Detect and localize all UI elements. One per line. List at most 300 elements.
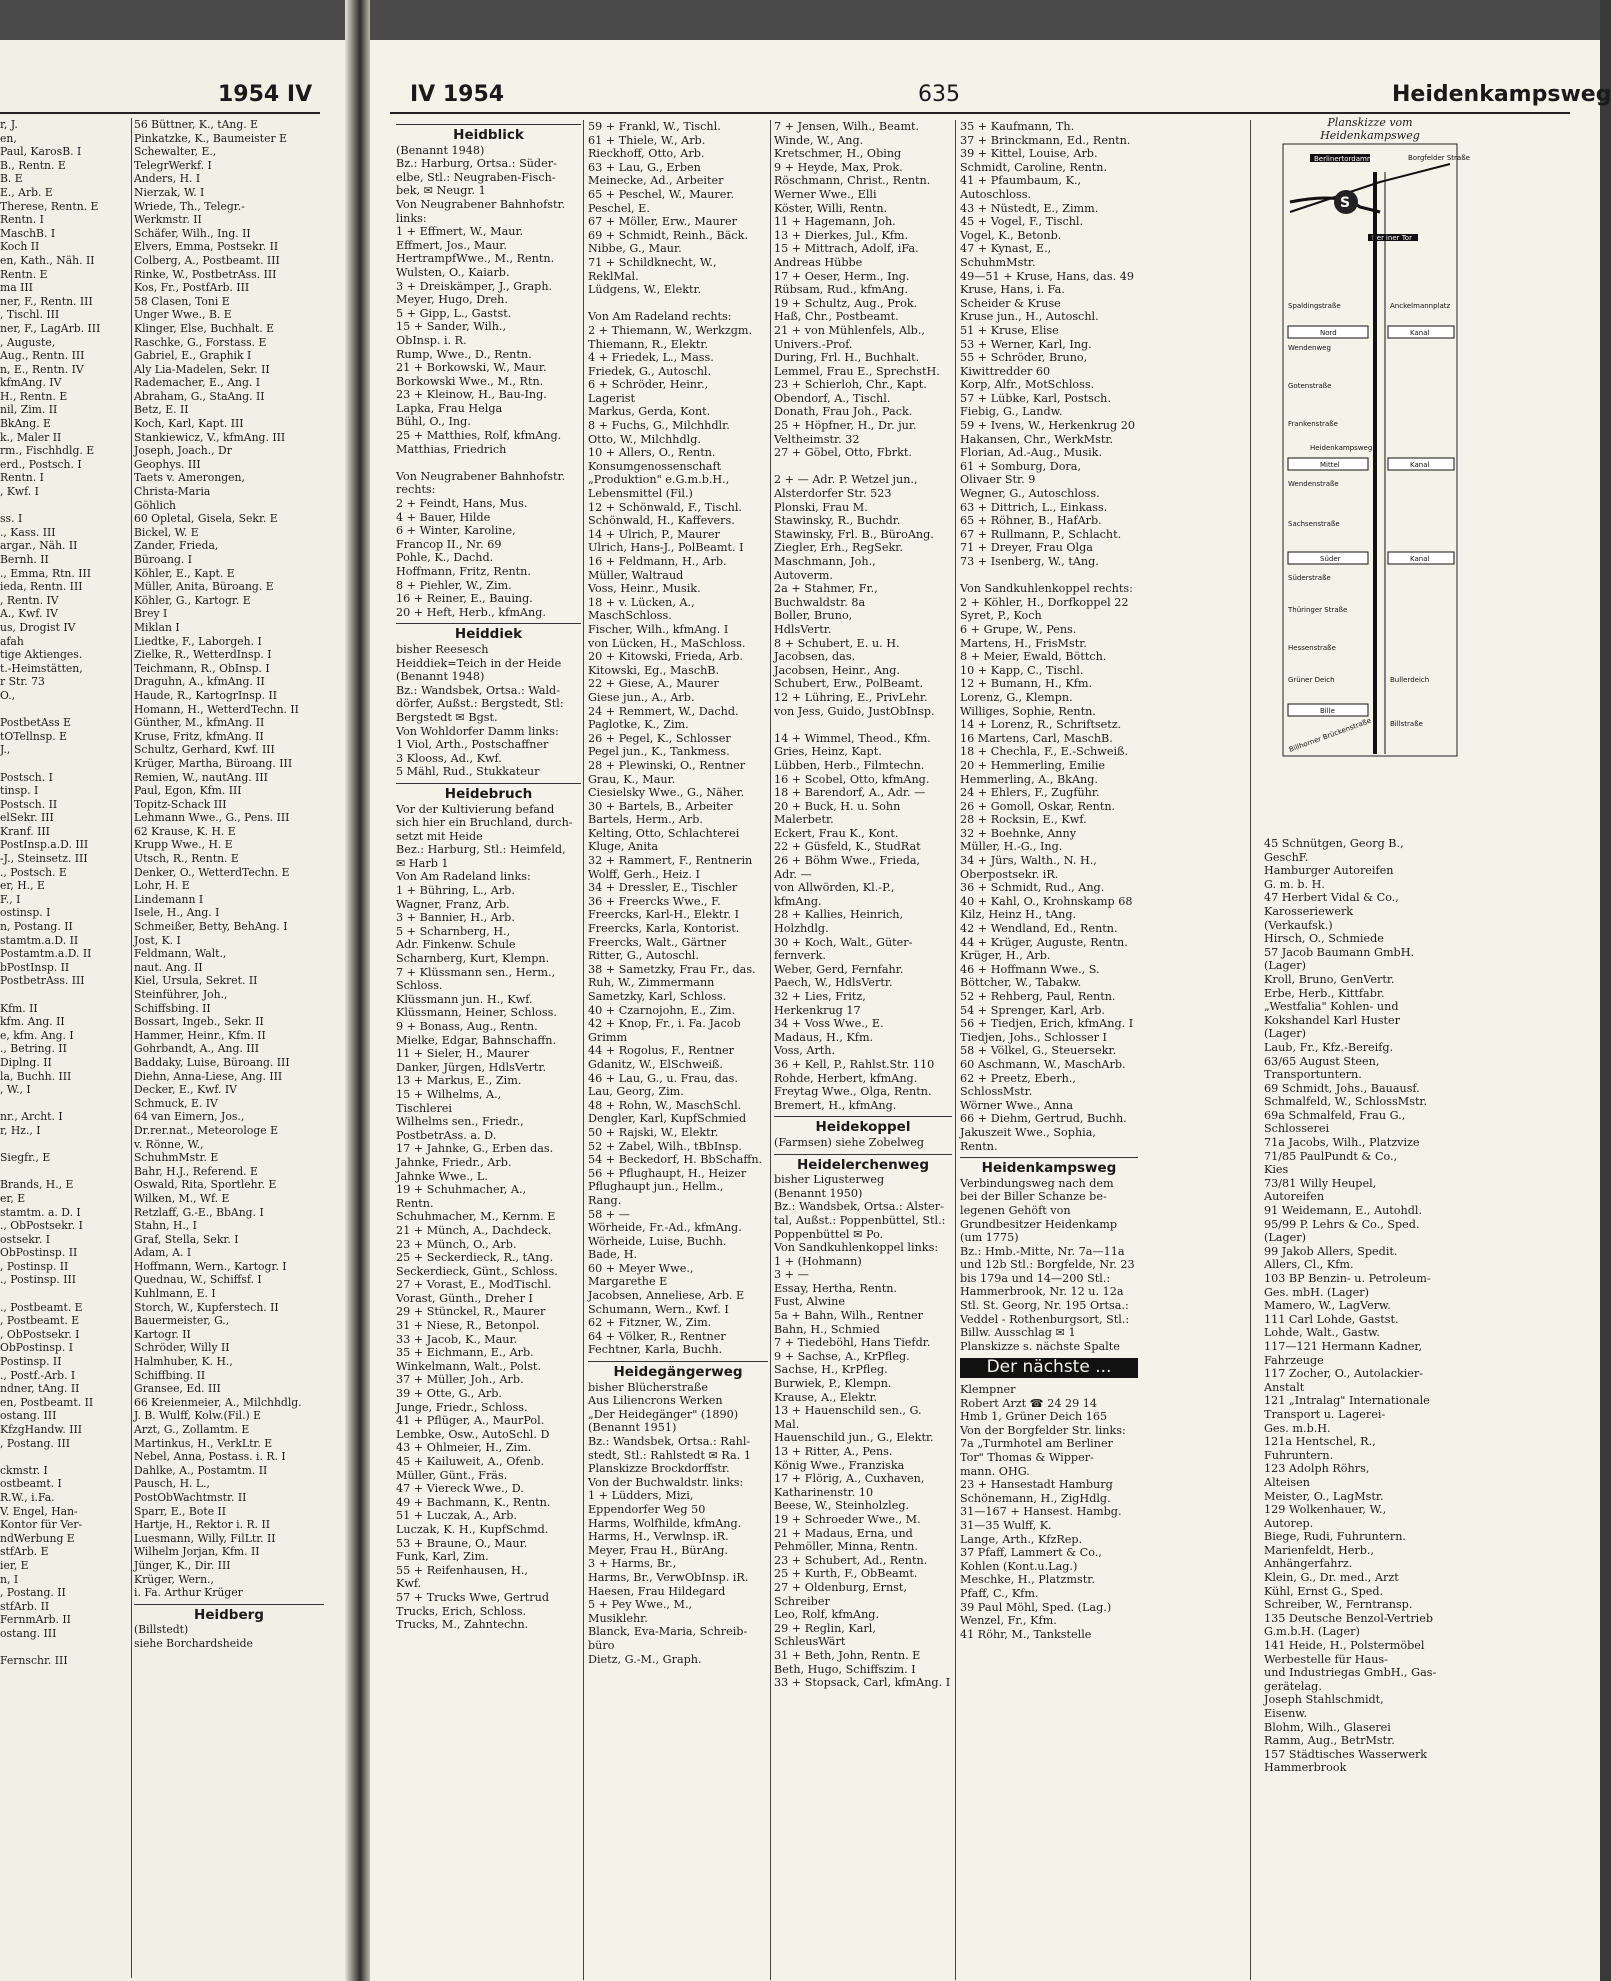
entry-line: Tischlerei <box>396 1101 452 1115</box>
entry-line: bek, ✉ Neugr. 1 <box>396 184 486 198</box>
entry-line: Giese jun., A., Arb. <box>588 690 695 704</box>
entry-line: 1 Viol, Arth., Postschaffner <box>396 738 549 752</box>
entry-line: 45 + Vogel, F., Tischl. <box>960 215 1084 229</box>
entry-line: Katharinenstr. 10 <box>774 1485 874 1499</box>
entry-line: und 12b Stl.: Borgfelde, Nr. 23 <box>960 1258 1135 1272</box>
fragment-line: , Tischl. III <box>0 308 60 322</box>
fragment-line: bPostInsp. II <box>0 960 70 974</box>
entry-line: sich hier ein Bruchland, durch- <box>396 816 573 830</box>
fragment-line: t.-Heimstätten, <box>0 661 83 675</box>
entry-line: Storch, W., Kupferstech. II <box>134 1300 279 1314</box>
fragment-line: Therese, Rentn. E <box>0 199 99 213</box>
entry-line: 39 Paul Möhl, Sped. (Lag.) <box>960 1600 1112 1614</box>
entry-line: Dr.rer.nat., Meteorologe E <box>134 1123 278 1137</box>
entry-line <box>774 718 952 732</box>
fragment-line <box>0 757 130 771</box>
entry-line: Bz.: Hmb.-Mitte, Nr. 7a—11a <box>960 1244 1125 1258</box>
fragment-line <box>0 1287 130 1301</box>
directory-column-b <box>396 120 581 1632</box>
entry-line: 54 + Sprenger, Karl, Arb. <box>960 1003 1105 1017</box>
entry-line: Kiwittredder 60 <box>960 364 1051 378</box>
entry-line: Bremert, H., kfmAng. <box>774 1098 897 1112</box>
entry-line: Schönemann, H., ZigHdlg. <box>960 1491 1111 1505</box>
ad-banner: Der nächste ... <box>960 1358 1138 1378</box>
entry-line: Autoverm. <box>774 568 833 582</box>
entry-line: Veltheimstr. 32 <box>774 432 860 446</box>
entry-line: 65 + Röhner, B., HafArb. <box>960 514 1102 528</box>
entry-line: Andreas Hübbe <box>774 255 863 269</box>
entry-line: 73/81 Willy Heupel, <box>1264 1176 1377 1190</box>
entry-line: 23 + Kleinow, H., Bau-Ing. <box>396 388 547 402</box>
entry-line: legenen Gehöft von <box>960 1203 1071 1217</box>
entry-line: Diehn, Anna-Liese, Ang. III <box>134 1069 283 1083</box>
entry-line: 27 + Göbel, Otto, Fbrkt. <box>774 446 912 460</box>
fragment-line: rm., Fischhdlg. E <box>0 444 95 458</box>
entry-line: 12 + Lühring, E., PrivLehr. <box>774 690 928 704</box>
fragment-line: ostang. III <box>0 1626 57 1640</box>
entry-line: Rentn. <box>396 1196 434 1210</box>
entry-line: 39 + Kittel, Louise, Arb. <box>960 147 1098 161</box>
entry-line: 5 + Pey Wwe., M., <box>588 1598 693 1612</box>
entry-line: Lembke, Osw., AutoSchl. D <box>396 1427 550 1441</box>
entry-line: 66 Kreienmeier, A., Milchhdlg. <box>134 1395 302 1409</box>
entry-line: bisher Ligusterweg <box>774 1173 885 1187</box>
entry-line: 15 + Wilhelms, A., <box>396 1087 502 1101</box>
entry-line: Draguhn, A., kfmAng. II <box>134 675 265 689</box>
entry-line: Schreiber <box>774 1594 830 1608</box>
entry-line: Liedtke, F., Laborgeh. I <box>134 634 262 648</box>
entry-line: 34 + Voss Wwe., E. <box>774 1017 884 1031</box>
entry-line: 16 + Scobel, Otto, kfmAng. <box>774 772 930 786</box>
fragment-line: n, Postang. II <box>0 920 73 934</box>
entry-line: Halmhuber, K. H., <box>134 1355 233 1369</box>
fragment-line: tOTellnsp. E <box>0 729 68 743</box>
entry-line: Jahnke, Friedr., Arb. <box>396 1155 512 1169</box>
fragment-line <box>0 1165 130 1179</box>
entry-line: Bz.: Wandsbek, Ortsa.: Alster- <box>774 1200 944 1214</box>
entry-line: 13 + Ritter, A., Pens. <box>774 1445 893 1458</box>
entry-line: 19 + Schroeder Wwe., M. <box>774 1512 921 1526</box>
entry-line: 33 + Jacob, K., Maur. <box>396 1332 518 1346</box>
entry-line: Konsumgenossenschaft <box>588 459 722 473</box>
map-label-10: Heidenkampsweg <box>1310 444 1373 452</box>
entry-line: 3 + Bannier, H., Arb. <box>396 911 515 925</box>
entry-line: Madaus, H., Kfm. <box>774 1030 874 1044</box>
entry-line: Kokshandel Karl Huster <box>1264 1013 1400 1027</box>
entry-line: v. Rönne, W., <box>134 1137 204 1151</box>
entry-line: Müller, H.-G., Ing. <box>960 840 1063 854</box>
entry-line: Wörner Wwe., Anna <box>960 1098 1074 1112</box>
entry-line: 7 + Klüssmann sen., Herm., <box>396 965 556 979</box>
entry-line: Scharnberg, Kurt, Klempn. <box>396 952 550 966</box>
entry-line: Laub, Fr., Kfz.-Bereifg. <box>1264 1040 1394 1054</box>
entry-line: elbe, Stl.: Neugraben-Fisch- <box>396 170 556 184</box>
entry-line: Ciesielsky Wwe., G., Näher. <box>588 786 745 800</box>
entry-line: Schubert, Erw., PolBeamt. <box>774 677 924 691</box>
entry-line: Schmuck, E. IV <box>134 1096 218 1110</box>
entry-line: 40 + Czarnojohn, E., Zim. <box>588 1003 736 1017</box>
entry-line: Karosseriewerk <box>1264 904 1354 918</box>
entry-line: Topitz-Schack III <box>134 797 227 811</box>
entry-line: Kruse, Hans, i. Fa. <box>960 283 1065 297</box>
entry-line: 6 + Winter, Karoline, <box>396 524 516 538</box>
entry-line: 48 + Rohn, W., MaschSchl. <box>588 1098 742 1112</box>
map-label-22: Bille <box>1320 707 1335 715</box>
entry-line: 53 + Braune, O., Maur. <box>396 1536 528 1550</box>
entry-line: Margarethe E <box>588 1275 668 1289</box>
entry-line <box>396 456 581 470</box>
fragment-line: , Postang. III <box>0 1436 71 1450</box>
entry-line: 2 + Thiemann, W., Werkzgm. <box>588 323 753 337</box>
street-heading: Heidegängerweg <box>588 1361 768 1380</box>
fragment-line: FernmArb. II <box>0 1613 71 1627</box>
entry-line: Freercks, Karla, Kontorist. <box>588 922 740 936</box>
fragment-line: , Postang. II <box>0 1586 66 1600</box>
entry-line: 31 + Beth, John, Rentn. E <box>774 1648 921 1662</box>
entry-line: 117—121 Hermann Kadner, <box>1264 1339 1423 1353</box>
entry-line: Ges. m.b.H. <box>1264 1421 1331 1435</box>
entry-line <box>774 460 952 474</box>
entry-line: 8 + Piehler, W., Zim. <box>396 578 512 592</box>
entry-line: Holzhdlg. <box>774 922 829 936</box>
map-label-13: Wendenstraße <box>1288 480 1339 488</box>
entry-line: Bahr, H.J., Referend. E <box>134 1164 258 1178</box>
entry-line: Werbestelle für Haus- <box>1264 1652 1388 1666</box>
entry-line: Christa-Maria <box>134 485 211 499</box>
entry-line: 41 Röhr, M., Tankstelle <box>960 1627 1092 1641</box>
fragment-line: B., Rentn. E <box>0 158 66 172</box>
fragment-line: ckmstr. I <box>0 1463 48 1477</box>
entry-line: 66 + Diehm, Gertrud, Buchh. <box>960 1112 1127 1126</box>
entry-line: Harms, Br., VerwObInsp. iR. <box>588 1570 749 1584</box>
entry-line: Leo, Rolf, kfmAng. <box>774 1608 880 1622</box>
entry-line: 47 + Viereck Wwe., D. <box>396 1482 524 1496</box>
entry-line: Retzlaff, G.-E., BbAng. I <box>134 1205 264 1219</box>
map-label-24: Billhorner Brückenstraße <box>1287 716 1373 754</box>
street-heading: Heidenkampsweg <box>960 1157 1138 1176</box>
entry-line: Von Wohldorfer Damm links: <box>396 724 559 738</box>
entry-line: Stl. St. Georg, Nr. 195 Ortsa.: <box>960 1299 1129 1313</box>
entry-line: 52 + Rehberg, Paul, Rentn. <box>960 990 1116 1003</box>
entry-line: Colberg, A., Postbeamt. III <box>134 253 280 267</box>
entry-line: 141 Heide, H., Polstermöbel <box>1264 1639 1425 1653</box>
entry-line: Von der Buchwaldstr. links: <box>588 1475 744 1489</box>
entry-line: 8 + Schubert, E. u. H. <box>774 636 900 650</box>
street-heading: Heidekoppel <box>774 1116 952 1135</box>
fragment-line: ndner, tAng. II <box>0 1382 80 1396</box>
entry-line: Böttcher, W., Tabakw. <box>960 976 1082 990</box>
entry-line: Zander, Frieda, <box>134 539 219 553</box>
entry-line: Bz.: Wandsbek, Ortsa.: Rahl- <box>588 1435 751 1448</box>
fragment-line: Rentn. I <box>0 471 44 485</box>
fragment-line <box>0 703 130 717</box>
entry-line: Miklan I <box>134 620 180 634</box>
fragment-line: stfArb. II <box>0 1599 50 1613</box>
fragment-line: B. E <box>0 172 23 186</box>
entry-line: 34 + Jürs, Walth., N. H., <box>960 854 1097 868</box>
entry-line: Wegner, G., Autoschloss. <box>960 487 1100 501</box>
fragment-line: ., Postbeamt. E <box>0 1300 83 1314</box>
entry-line: Köhler, E., Kapt. E <box>134 566 235 580</box>
entry-line: 7 + Jensen, Wilh., Beamt. <box>774 120 920 133</box>
entry-line: Hauenschild jun., G., Elektr. <box>774 1431 934 1445</box>
fragment-line: Aug., Rentn. III <box>0 349 85 363</box>
entry-line: kfmAng. <box>774 894 822 908</box>
fragment-line: -J., Steinsetz. III <box>0 852 88 866</box>
entry-line: 44 + Rogolus, F., Rentner <box>588 1044 735 1058</box>
entry-line: Meinecke, Ad., Arbeiter <box>588 174 724 188</box>
entry-line: und Industriegas GmbH., Gas- <box>1264 1666 1437 1680</box>
entry-line: Essay, Hertha, Rentn. <box>774 1281 897 1295</box>
fragment-line: ostinsp. I <box>0 906 51 920</box>
entry-line: Joseph Stahlschmidt, <box>1264 1693 1384 1707</box>
entry-line: Bez.: Harburg, Stl.: Heimfeld, <box>396 843 566 857</box>
entry-line: Baddaky, Luise, Büroang. III <box>134 1055 290 1069</box>
entry-line: 3 + Harms, Br., <box>588 1557 677 1571</box>
entry-line: Rinke, W., PostbetrAss. III <box>134 267 277 281</box>
entry-line: 27 + Vorast, E., ModTischl. <box>396 1278 552 1292</box>
entry-line: naut. Ang. II <box>134 960 203 974</box>
entry-line: Beth, Hugo, Schiffszim. I <box>774 1662 916 1676</box>
entry-line: Göhlich <box>134 498 176 512</box>
entry-line: Von Neugrabener Bahnhofstr. <box>396 197 566 211</box>
entry-line: 28 + Plewinski, O., Rentner <box>588 758 746 772</box>
entry-line: 26 + Pegel, K., Schlosser <box>588 731 731 745</box>
entry-line: 29 + Stünckel, R., Maurer <box>396 1305 546 1319</box>
entry-line: Tor" Thomas & Wipper- <box>960 1451 1094 1464</box>
entry-line: 5 + Gipp, L., Gastst. <box>396 306 512 320</box>
fragment-line: ss. I <box>0 512 23 526</box>
entry-line: 56 + Tiedjen, Erich, kfmAng. I <box>960 1017 1134 1031</box>
entry-line: Meyer, Hugo, Dreh. <box>396 293 508 307</box>
entry-line: 1 + (Hohmann) <box>774 1254 862 1268</box>
entry-line: Kruse jun., H., Autoschl. <box>960 310 1099 324</box>
entry-line: Biege, Rudi, Fuhruntern. <box>1264 1530 1406 1544</box>
entry-line: 2 + Feindt, Hans, Mus. <box>396 497 528 511</box>
fragment-line: ., Emma, Rtn. III <box>0 566 92 580</box>
entry-line: Martens, H., FrisMstr. <box>960 636 1087 650</box>
entry-line: SchlossMstr. <box>960 1085 1033 1099</box>
entry-line: 23 + Hansestadt Hamburg <box>960 1478 1113 1492</box>
entry-line: Fechtner, Karla, Buchh. <box>588 1343 723 1357</box>
entry-line: Kelting, Otto, Schlachterei <box>588 826 740 840</box>
entry-line: Von Am Radeland rechts: <box>588 310 732 324</box>
entry-line: Francop II., Nr. 69 <box>396 537 502 551</box>
entry-line: König Wwe., Franziska <box>774 1458 905 1472</box>
ad-line: Robert Arzt ☎ 24 29 14 <box>960 1396 1098 1410</box>
fragment-line: Kfm. II <box>0 1001 38 1015</box>
entry-line: Pfaff, C., Kfm. <box>960 1586 1039 1600</box>
entry-line: 1 + Bühring, L., Arb. <box>396 884 515 898</box>
entry-line: Haß, Chr., Postbeamt. <box>774 310 899 324</box>
map-label-8: Gotenstraße <box>1288 382 1332 390</box>
entry-line: Krupp Wwe., H. E <box>134 838 233 852</box>
entry-line: Pausch, H. L., <box>134 1477 210 1491</box>
fragment-line: PostInsp.a.D. III <box>0 838 89 852</box>
fragment-line: er, E <box>0 1191 26 1205</box>
entry-line: Schuhmacher, M., Kernm. E <box>396 1210 556 1224</box>
fragment-line: PostbetrAss. III <box>0 974 85 988</box>
entry-line: Betz, E. II <box>134 403 189 417</box>
entry-line: 21 + Borkowski, W., Maur. <box>396 361 547 375</box>
entry-line: Krüger, Martha, Büroang. III <box>134 756 293 770</box>
entry-line: bis 179a und 14—200 Stl.: <box>960 1271 1111 1285</box>
entry-line: Eppendorfer Weg 50 <box>588 1502 706 1516</box>
entry-line: Lüdgens, W., Elektr. <box>588 283 702 297</box>
entry-line: Freercks, Walt., Gärtner <box>588 935 727 949</box>
fragment-line: kfmAng. IV <box>0 376 62 390</box>
entry-line: Matthias, Friedrich <box>396 442 507 456</box>
entry-line: 43 + Nüstedt, E., Zimm. <box>960 201 1099 215</box>
entry-line: 51 + Luczak, A., Arb. <box>396 1509 517 1523</box>
entry-line: 2 + Köhler, H., Dorfkoppel 22 <box>960 595 1129 609</box>
entry-line: 10 + Kapp, C., Tischl. <box>960 663 1084 677</box>
fragment-line: ostang. III <box>0 1409 57 1423</box>
fragment-line <box>0 988 130 1002</box>
entry-line: Hammerbrook <box>1264 1761 1347 1775</box>
entry-line: Stawinsky, R., Buchdr. <box>774 514 901 528</box>
entry-line: Kitowski, Eg., MaschB. <box>588 663 720 677</box>
entry-line: 41 + Pflüger, A., MaurPol. <box>396 1414 545 1428</box>
entry-line: Pohle, K., Dachd. <box>396 551 494 565</box>
entry-line: Decker, E., Kwf. IV <box>134 1083 237 1097</box>
entry-line: 59 + Frankl, W., Tischl. <box>588 120 721 133</box>
entry-line: Jacobsen, das. <box>774 650 856 664</box>
entry-line: tal, Außst.: Poppenbüttel, Stl.: <box>774 1213 946 1227</box>
entry-line: Bade, H. <box>588 1248 638 1262</box>
entry-line: 5 Mähl, Rud., Stukkateur <box>396 765 540 779</box>
entry-line: Sparr, E., Bote II <box>134 1504 227 1518</box>
entry-line: Donath, Frau Joh., Pack. <box>774 405 913 419</box>
fragment-line: ostsekr. I <box>0 1232 50 1246</box>
entry-line: 32 + Boehnke, Anny <box>960 826 1077 840</box>
entry-line: Autorep. <box>1264 1516 1314 1530</box>
map-label-23: Billstraße <box>1390 720 1423 728</box>
entry-line: Bühl, O., Ing. <box>396 415 471 429</box>
entry-line: 129 Wolkenhauer, W., <box>1264 1503 1387 1517</box>
entry-line: 21 + Münch, A., Dachdeck. <box>396 1223 552 1237</box>
entry-line: Lapka, Frau Helga <box>396 401 503 415</box>
entry-line: bisher Reesesch <box>396 642 489 656</box>
fragment-line: Postsch. II <box>0 797 58 811</box>
entry-line: Wriede, Th., Telegr.- <box>134 199 245 213</box>
entry-line: 71 + Schildknecht, W., <box>588 255 717 269</box>
entry-line: 52 + Zabel, Wilh., tBbInsp. <box>588 1139 742 1153</box>
entry-line: Adam, A. I <box>134 1246 192 1260</box>
entry-line: Anders, H. I <box>134 172 201 186</box>
fragment-line <box>0 1097 130 1111</box>
entry-line: 31 + Niese, R., Betonpol. <box>396 1319 540 1333</box>
entry-line: Dahlke, A., Postamtm. II <box>134 1463 268 1477</box>
entry-line: Elvers, Emma, Postsekr. II <box>134 240 279 254</box>
entry-line: 32 + Lies, Fritz, <box>774 990 866 1003</box>
entry-line: 20 + Hemmerling, Emilie <box>960 758 1106 772</box>
entry-line: Von Sandkuhlenkoppel rechts: <box>960 582 1133 596</box>
entry-line: 1 + Lüdders, Mizi, <box>588 1489 694 1503</box>
entry-line: 91 Weidemann, E., Autohdl. <box>1264 1204 1423 1218</box>
entry-line: 3 Klooss, Ad., Kwf. <box>396 751 502 765</box>
fragment-line: R.W., i.Fa. <box>0 1490 55 1504</box>
entry-line: 8 + Fuchs, G., Milchhdlr. <box>588 419 730 433</box>
entry-line: Nibbe, G., Maur. <box>588 242 682 256</box>
entry-line: Klinger, Else, Buchhalt. E <box>134 321 275 335</box>
entry-line: Nierzak, W. I <box>134 185 205 199</box>
entry-line: gerätelag. <box>1264 1679 1322 1693</box>
entry-line: Kilz, Heinz H., tAng. <box>960 908 1077 922</box>
entry-line: Freercks, Karl-H., Elektr. I <box>588 908 740 922</box>
entry-line: Schmidt, Caroline, Rentn. <box>960 160 1108 174</box>
entry-line: Kohlen (Kont.u.Lag.) <box>960 1559 1078 1573</box>
entry-line: Pegel jun., K., Tankmess. <box>588 745 730 759</box>
entry-line: Fust, Alwine <box>774 1295 845 1309</box>
entry-line: stedt, Stl.: Rahlstedt ✉ Ra. 1 <box>588 1448 751 1462</box>
entry-line: Röschmann, Christ., Rentn. <box>774 174 931 188</box>
entry-line: Günther, M., kfmAng. II <box>134 716 265 730</box>
entry-line: Malerbetr. <box>774 813 834 827</box>
entry-line: Büroang. I <box>134 553 192 566</box>
entry-line: Jacobsen, Anneliese, Arb. E <box>588 1289 745 1303</box>
entry-line: Krüger, H., Arb. <box>960 949 1051 963</box>
entry-line: Unger Wwe., B. E <box>134 308 232 322</box>
entry-line: Jost, K. I <box>134 933 181 947</box>
entry-line: Autoreifen <box>1264 1190 1325 1204</box>
entry-line: 46 + Hoffmann Wwe., S. <box>960 962 1100 976</box>
entry-line: 47 Herbert Vidal & Co., <box>1264 891 1399 905</box>
entry-line: 50 + Rajski, W., Elektr. <box>588 1125 719 1139</box>
entry-line: Klüssmann, Heiner, Schloss. <box>396 1006 557 1020</box>
entry-line: Müller, Anita, Büroang. E <box>134 580 274 594</box>
fragment-line: Postsch. I <box>0 770 53 784</box>
entry-line: 57 + Trucks Wwe, Gertrud <box>396 1590 550 1604</box>
fragment-line: ., Postf.-Arb. I <box>0 1368 76 1382</box>
entry-line: 6 + Schröder, Heinr., <box>588 378 709 392</box>
entry-line: Arzt, G., Zollamtm. E <box>134 1423 250 1436</box>
fragment-line: MaschB. I <box>0 226 56 240</box>
entry-line: Koch, Karl, Kapt. III <box>134 417 244 431</box>
fragment-line: ostbeamt. I <box>0 1477 62 1491</box>
entry-line: 11 + Sieler, H., Maurer <box>396 1047 530 1061</box>
fragment-line: nil, Zim. II <box>0 403 58 417</box>
entry-line: Mal. <box>774 1417 800 1431</box>
entry-line: „Produktion" e.G.m.b.H., <box>588 473 730 487</box>
entry-line: 157 Städtisches Wasserwerk <box>1264 1747 1428 1761</box>
ad-line: Hmb 1, Grüner Deich 165 <box>960 1410 1108 1424</box>
entry-line: Meister, O., LagMstr. <box>1264 1489 1384 1503</box>
entry-line: Beese, W., Steinholzleg. <box>774 1499 910 1513</box>
entry-line: G.m.b.H. (Lager) <box>1264 1625 1360 1639</box>
entry-line: Schönwald, H., Kaffevers. <box>588 514 735 528</box>
fragment-line: ndWerbung E <box>0 1531 75 1545</box>
column-rule <box>1250 120 1251 1980</box>
entry-line: Lorenz, G., Klempn. <box>960 690 1073 704</box>
entry-line: Ritter, G., Autoschl. <box>588 949 699 963</box>
map-label-5: Nord <box>1320 329 1337 337</box>
entry-line: Trucks, Erich, Schloss. <box>396 1604 527 1618</box>
fragment-line: V. Engel, Han- <box>0 1504 78 1518</box>
entry-line: GeschF. <box>1264 850 1309 864</box>
map-label-6: Kanal <box>1410 329 1430 337</box>
entry-line: Seckerdieck, Günt., Schloss. <box>396 1264 558 1278</box>
entry-line: Fiebig, G., Landw. <box>960 405 1063 419</box>
entry-line: Schröder, Willy II <box>134 1341 230 1355</box>
entry-line: Pflughaupt jun., Hellm., <box>588 1180 724 1194</box>
entry-line: Bz.: Harburg, Ortsa.: Süder- <box>396 157 557 171</box>
entry-line: Hammer, Heinr., Kfm. II <box>134 1028 266 1042</box>
entry-line: 63 + Lau, G., Erben <box>588 160 701 174</box>
entry-line: Adr. Finkenw. Schule <box>396 938 516 952</box>
entry-line: 31—167 + Hansest. Hambg. <box>960 1505 1122 1519</box>
entry-line: 1 + Effmert, W., Maur. <box>396 225 524 239</box>
